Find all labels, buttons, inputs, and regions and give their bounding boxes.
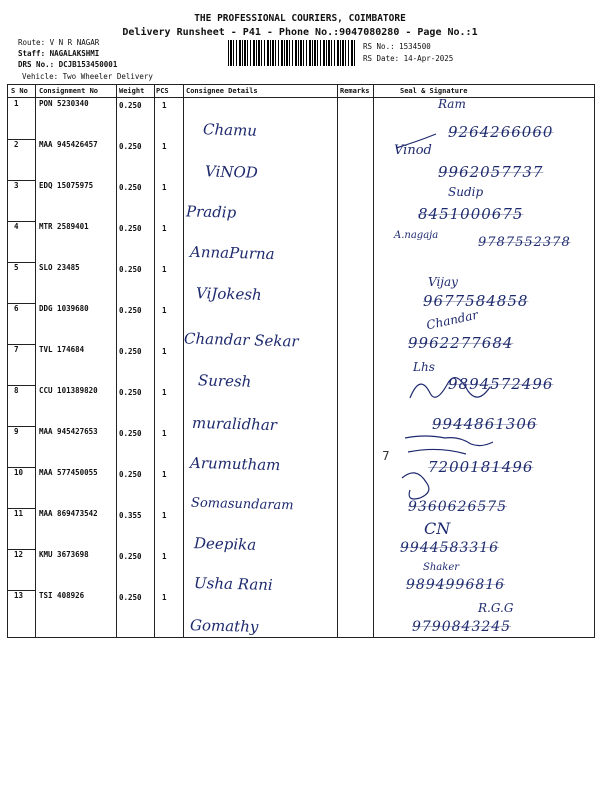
signature: Chandar <box>425 307 480 333</box>
col-consignment: Consignment No <box>39 87 99 95</box>
row-sno: 5 <box>14 263 19 272</box>
row-sno: 3 <box>14 181 19 190</box>
row-pcs: 1 <box>162 593 167 602</box>
consignee-phone: 9264266060 <box>448 123 554 141</box>
signature-scribble-row4 <box>396 134 436 148</box>
rs-date: RS Date: 14-Apr-2025 <box>363 54 454 63</box>
consignee-name: Suresh <box>197 371 252 391</box>
row-consignment: MAA 869473542 <box>39 509 98 518</box>
consignee-phone: 9894996816 <box>406 577 506 593</box>
consignee-phone: 9894572496 <box>448 375 554 393</box>
row-sno: 6 <box>14 304 19 313</box>
row-pcs: 1 <box>162 142 167 151</box>
consignee-name: muralidhar <box>191 413 278 435</box>
signature: CN <box>424 519 451 538</box>
row-sno: 11 <box>14 509 24 518</box>
consignee-phone: 9962057737 <box>438 163 544 181</box>
consignee-phone: 9790843245 <box>412 619 512 635</box>
row-consignment: SLO 23485 <box>39 263 80 272</box>
row-weight: 0.250 <box>119 593 142 602</box>
row-weight: 0.355 <box>119 511 142 520</box>
signature-scribble-row8 <box>410 378 490 398</box>
consignee-name: ViNOD <box>204 162 259 182</box>
consignee-name: Pradip <box>185 202 237 222</box>
row-sno: 12 <box>14 550 24 559</box>
row-pcs: 1 <box>162 101 167 110</box>
signature: R.G.G <box>478 601 514 615</box>
row-weight: 0.250 <box>119 142 142 151</box>
consignee-name: Arumutham <box>189 453 281 475</box>
row-consignment: DDG 1039680 <box>39 304 89 313</box>
row-pcs: 1 <box>162 306 167 315</box>
row-sno: 10 <box>14 468 24 477</box>
row-weight: 0.250 <box>119 224 142 233</box>
row-pcs: 1 <box>162 429 167 438</box>
row-sno: 2 <box>14 140 19 149</box>
consignee-name: ViJokesh <box>195 284 262 304</box>
row-consignment: KMU 3673698 <box>39 550 89 559</box>
row-pcs: 1 <box>162 470 167 479</box>
drs-label: DRS No.: DCJB153450001 <box>18 60 118 69</box>
consignee-name: Usha Rani <box>193 573 273 595</box>
row-consignment: MAA 577450055 <box>39 468 98 477</box>
row-consignment: MAA 945427653 <box>39 427 98 436</box>
row-weight: 0.250 <box>119 347 142 356</box>
remark-mark: 7 <box>382 449 390 463</box>
row-sno: 8 <box>14 386 19 395</box>
runsheet-subtitle: Delivery Runsheet - P41 - Phone No.:9047080280 - Page No.:1 <box>122 27 478 38</box>
staff-label: Staff: NAGALAKSHMI <box>18 49 100 58</box>
row-pcs: 1 <box>162 511 167 520</box>
row-pcs: 1 <box>162 552 167 561</box>
row-consignment: TSI 408926 <box>39 591 85 600</box>
consignee-phone: 9944583316 <box>400 540 500 556</box>
signature: Sudip <box>448 185 484 199</box>
consignee-phone: 9360626575 <box>408 499 508 515</box>
signature: Vinod <box>394 143 432 158</box>
row-pcs: 1 <box>162 347 167 356</box>
row-sno: 1 <box>14 99 19 108</box>
row-consignment: MAA 945426457 <box>39 140 98 149</box>
row-weight: 0.250 <box>119 101 142 110</box>
row-weight: 0.250 <box>119 429 142 438</box>
consignee-name: Deepika <box>193 534 257 554</box>
row-weight: 0.250 <box>119 306 142 315</box>
row-weight: 0.250 <box>119 183 142 192</box>
row-weight: 0.250 <box>119 470 142 479</box>
row-pcs: 1 <box>162 388 167 397</box>
col-signature: Seal & Signature <box>400 87 468 95</box>
row-pcs: 1 <box>162 183 167 192</box>
consignee-phone: 9962277684 <box>408 334 514 352</box>
signature-scribble-row9 <box>405 436 493 446</box>
row-weight: 0.250 <box>119 388 142 397</box>
signature: Shaker <box>423 562 460 573</box>
row-sno: 4 <box>14 222 19 231</box>
row-consignment: MTR 2589401 <box>39 222 89 231</box>
row-weight: 0.250 <box>119 552 142 561</box>
col-weight: Weight <box>119 87 145 95</box>
consignee-name: Chamu <box>202 120 258 140</box>
col-pcs: PCS <box>156 87 169 95</box>
row-pcs: 1 <box>162 265 167 274</box>
consignee-name: Somasundaram <box>190 495 294 514</box>
signature: Vijay <box>428 275 458 289</box>
row-consignment: CCU 101389820 <box>39 386 98 395</box>
consignee-name: AnnaPurna <box>189 242 275 264</box>
consignee-phone: 9787552378 <box>478 235 571 250</box>
signature: Lhs <box>413 360 435 374</box>
row-consignment: EDQ 15075975 <box>39 181 94 190</box>
row-consignment: TVL 174684 <box>39 345 85 354</box>
consignee-phone: 9677584858 <box>423 292 529 310</box>
route-label: Route: V N R NAGAR <box>18 38 100 47</box>
consignee-phone: 9944861306 <box>432 415 538 433</box>
consignee-name: Gomathy <box>189 616 259 636</box>
row-consignment: PON 5230340 <box>39 99 89 108</box>
signature: A.nagaja <box>394 230 439 241</box>
signature-scribble-row10 <box>402 473 429 499</box>
row-sno: 13 <box>14 591 24 600</box>
company-title: THE PROFESSIONAL COURIERS, COIMBATORE <box>194 13 406 24</box>
row-weight: 0.250 <box>119 265 142 274</box>
col-remarks: Remarks <box>340 87 370 95</box>
row-sno: 9 <box>14 427 19 436</box>
row-sno: 7 <box>14 345 19 354</box>
vehicle-label: Vehicle: Two Wheeler Delivery <box>22 72 153 81</box>
signature: Ram <box>438 97 466 111</box>
col-consignee: Consignee Details <box>186 87 258 95</box>
row-pcs: 1 <box>162 224 167 233</box>
rs-number: RS No.: 1534500 <box>363 42 431 51</box>
consignee-name: Chandar Sekar <box>183 329 299 351</box>
consignee-phone: 8451000675 <box>418 205 524 223</box>
signature-scribble-row9b <box>408 449 466 454</box>
consignee-phone: 7200181496 <box>428 458 534 476</box>
col-sno: S No <box>11 87 28 95</box>
